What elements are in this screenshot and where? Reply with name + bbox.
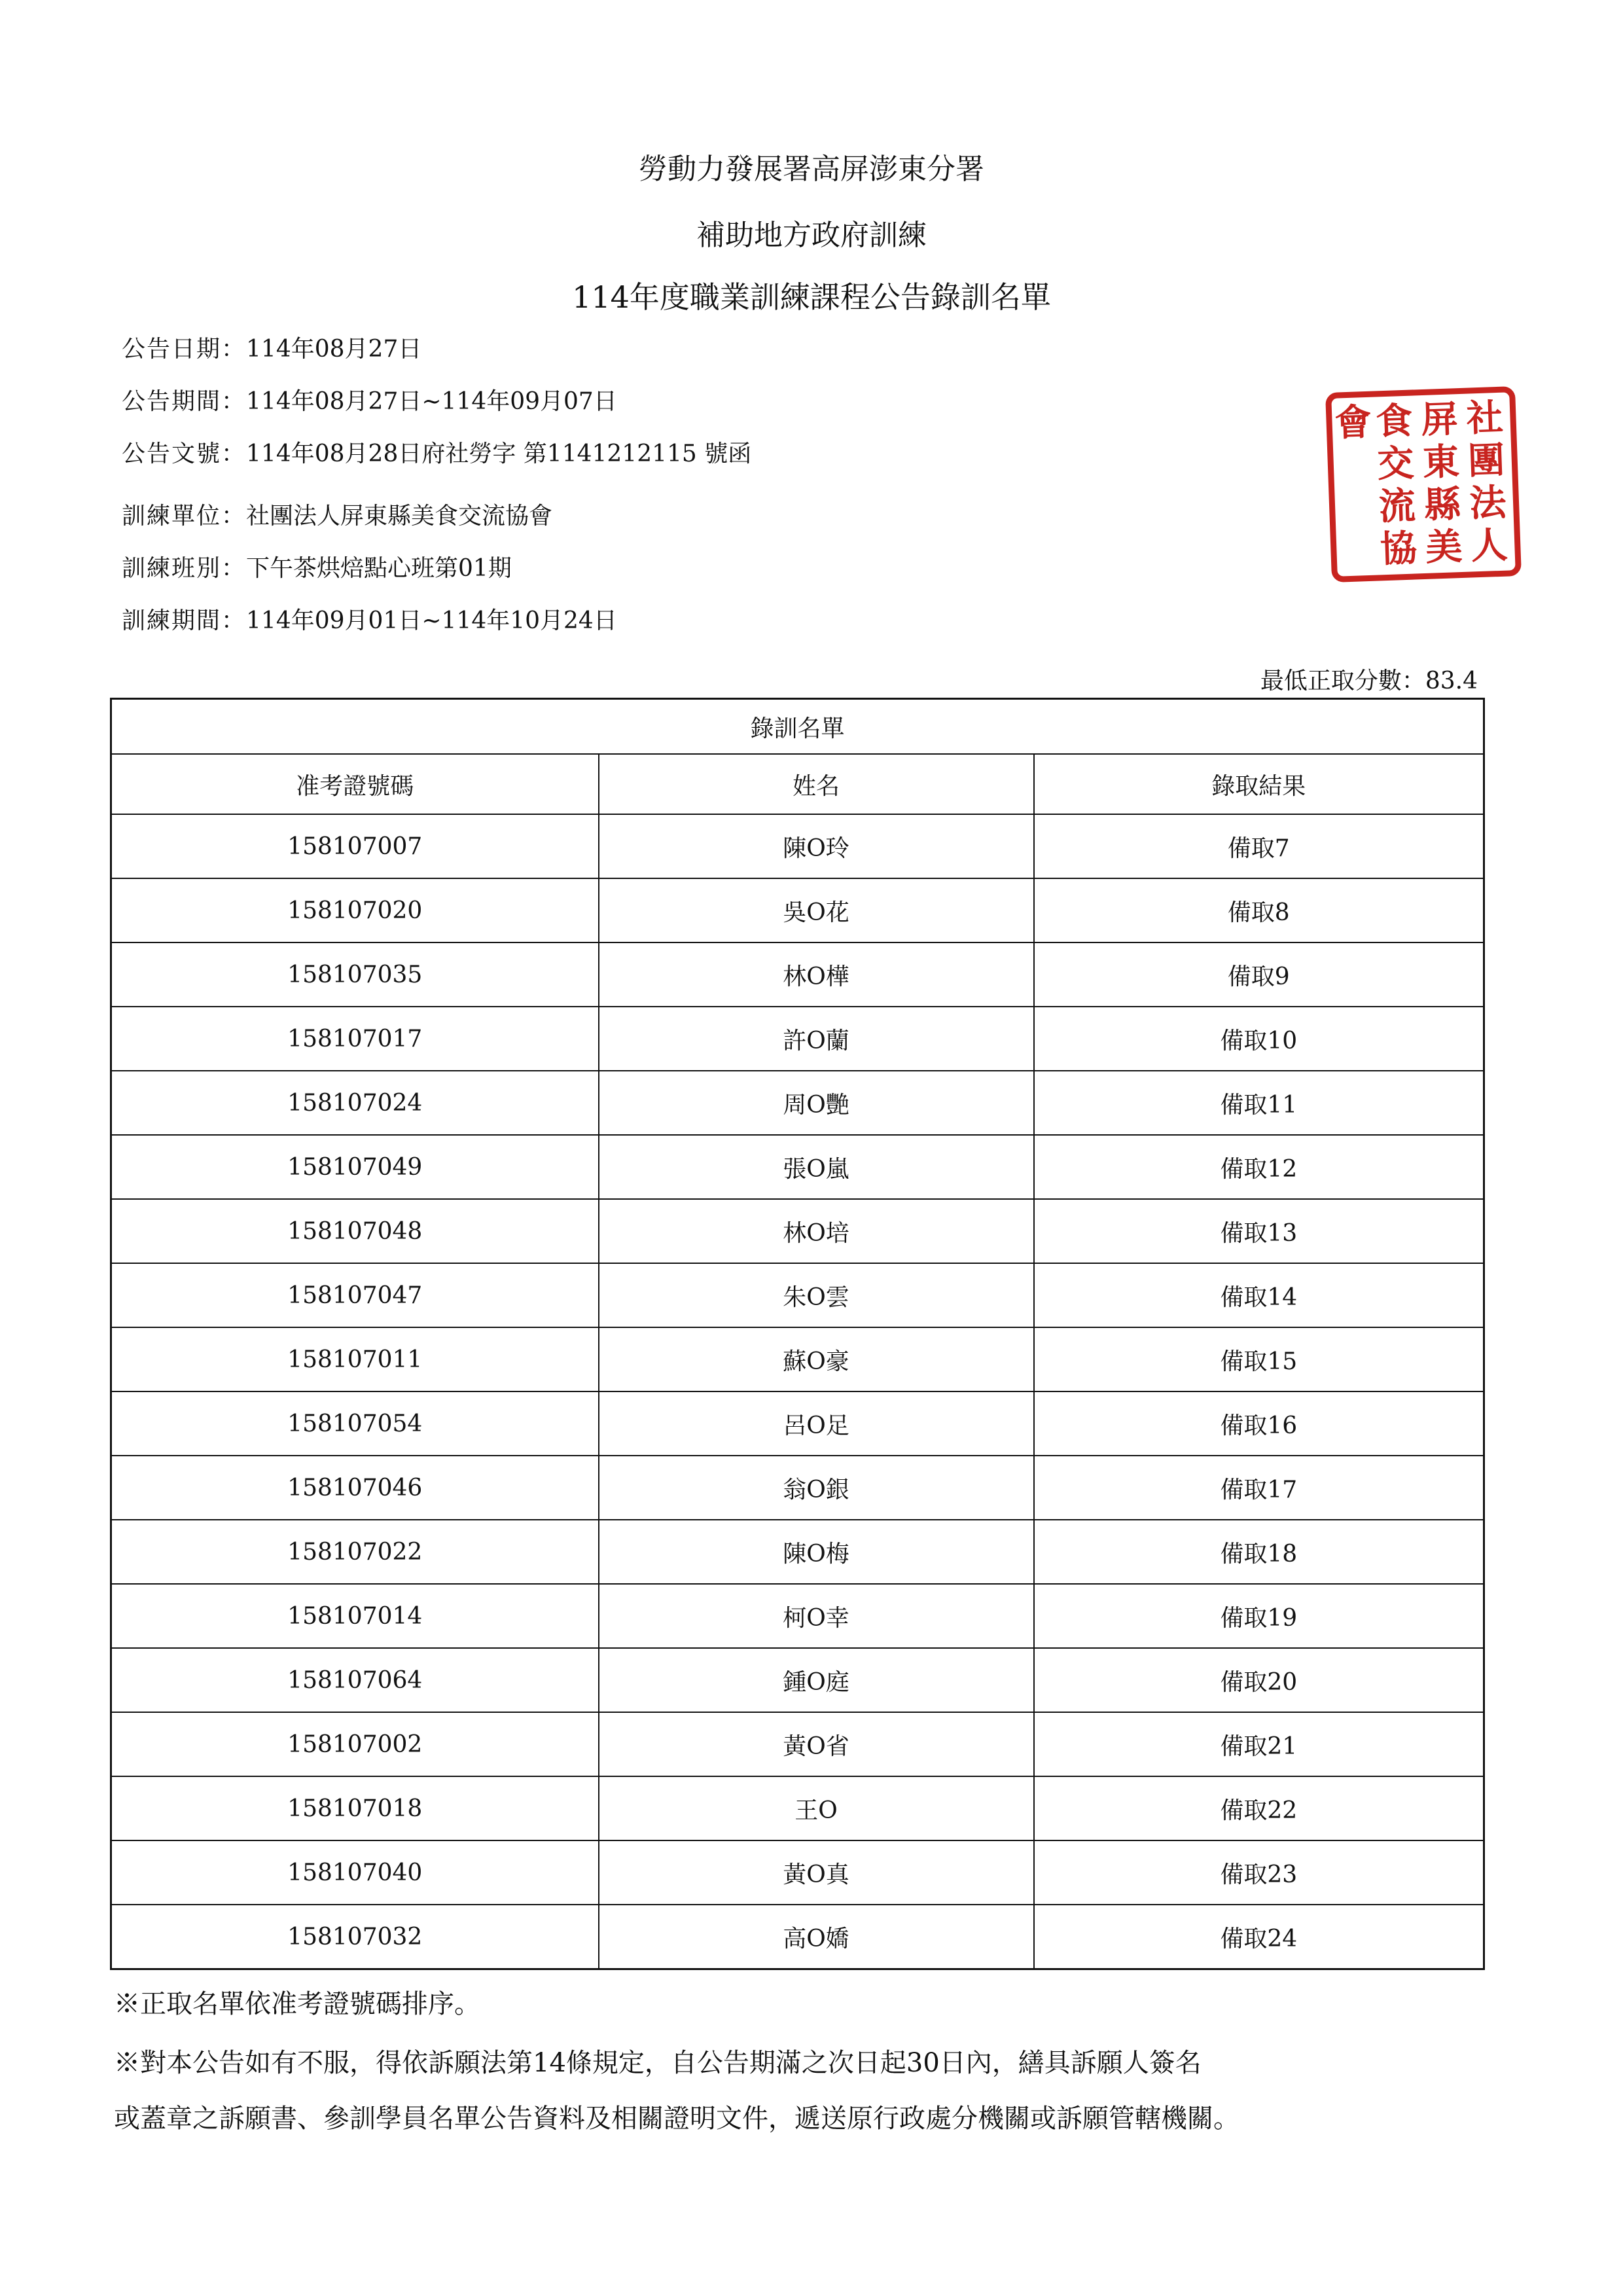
seal-character: 美 [1425, 525, 1463, 569]
table-row [111, 1584, 1484, 1648]
name-cell: 許O蘭 [599, 1007, 1034, 1071]
seal-character: 團 [1467, 438, 1506, 483]
info-value: 社團法人屏東縣美食交流協會 [246, 503, 553, 529]
exam-number-cell: 158107047 [111, 1263, 599, 1327]
name-cell: 呂O足 [599, 1391, 1034, 1456]
info-value: 114年09月01日~114年10月24日 [246, 607, 617, 634]
result-cell: 備取22 [1034, 1776, 1484, 1840]
document-number [122, 435, 751, 469]
name-cell: 柯O幸 [599, 1584, 1034, 1648]
announce-period [122, 383, 617, 416]
exam-number-cell: 158107040 [111, 1840, 599, 1905]
exam-number-cell: 158107018 [111, 1776, 599, 1840]
name-cell: 林O樺 [599, 942, 1034, 1007]
admission-table [110, 698, 1485, 1970]
name-cell: 陳O梅 [599, 1520, 1034, 1584]
seal-character: 交 [1376, 441, 1415, 486]
exam-number-cell: 158107064 [111, 1648, 599, 1712]
result-cell: 備取23 [1034, 1840, 1484, 1905]
result-cell: 備取8 [1034, 878, 1484, 942]
seal-character: 社 [1465, 395, 1504, 440]
exam-number-cell: 158107011 [111, 1327, 599, 1391]
exam-number-cell: 158107032 [111, 1905, 599, 1969]
info-value: 下午茶烘焙點心班第01期 [246, 555, 512, 582]
table-row [111, 1905, 1484, 1969]
appeal-note-line-2: 或蓋章之訴願書、參訓學員名單公告資料及相關證明文件，遞送原行政處分機關或訴願管轄機關。 [114, 2104, 1240, 2134]
training-unit [122, 497, 552, 531]
info-value: 114年08月27日~114年09月07日 [246, 388, 617, 415]
seal-character: 食 [1375, 399, 1414, 444]
info-label: 訓練班別： [122, 555, 247, 582]
exam-number-cell: 158107035 [111, 942, 599, 1007]
name-cell: 陳O玲 [599, 814, 1034, 878]
table-row [111, 1199, 1484, 1263]
result-cell: 備取20 [1034, 1648, 1484, 1712]
appeal-note-line-1: ※對本公告如有不服，得依訴願法第14條規定，自公告期滿之次日起30日內，繕具訴願人簽名 [114, 2048, 1202, 2078]
name-cell: 翁O銀 [599, 1456, 1034, 1520]
announce-date [122, 331, 421, 364]
seal-character: 縣 [1423, 482, 1462, 527]
seal-character: 人 [1470, 523, 1508, 568]
table-caption: 錄訓名單 [111, 699, 1484, 755]
info-value: 114年08月28日府社勞字 第1141212115 號函 [246, 440, 752, 467]
seal-character: 會 [1334, 400, 1372, 445]
column-header-exam-number: 准考證號碼 [111, 754, 599, 814]
result-cell: 備取12 [1034, 1135, 1484, 1199]
result-cell: 備取18 [1034, 1520, 1484, 1584]
info-label: 公告日期： [122, 336, 247, 363]
table-row [111, 1071, 1484, 1135]
name-cell: 朱O雲 [599, 1263, 1034, 1327]
result-cell: 備取10 [1034, 1007, 1484, 1071]
training-period [122, 602, 617, 636]
table-row [111, 1263, 1484, 1327]
table-row [111, 1520, 1484, 1584]
exam-number-cell: 158107017 [111, 1007, 599, 1071]
column-header-name: 姓名 [599, 754, 1034, 814]
result-cell: 備取16 [1034, 1391, 1484, 1456]
organization-seal-stamp [1325, 386, 1522, 583]
table-row [111, 1327, 1484, 1391]
exam-number-cell: 158107049 [111, 1135, 599, 1199]
table-row [111, 1712, 1484, 1776]
name-cell: 鍾O庭 [599, 1648, 1034, 1712]
info-label: 公告期間： [122, 388, 247, 415]
name-cell: 蘇O豪 [599, 1327, 1034, 1391]
seal-character: 法 [1469, 480, 1507, 526]
result-cell: 備取11 [1034, 1071, 1484, 1135]
result-cell: 備取19 [1034, 1584, 1484, 1648]
table-row [111, 1648, 1484, 1712]
exam-number-cell: 158107048 [111, 1199, 599, 1263]
exam-number-cell: 158107054 [111, 1391, 599, 1456]
result-cell: 備取9 [1034, 942, 1484, 1007]
table-row [111, 878, 1484, 942]
table-row [111, 1776, 1484, 1840]
name-cell: 黃O省 [599, 1712, 1034, 1776]
table-row [111, 1135, 1484, 1199]
table-row [111, 942, 1484, 1007]
info-label: 訓練期間： [122, 607, 247, 634]
table-row [111, 1007, 1484, 1071]
table-row [111, 814, 1484, 878]
exam-number-cell: 158107002 [111, 1712, 599, 1776]
training-class [122, 550, 512, 583]
result-cell: 備取7 [1034, 814, 1484, 878]
exam-number-cell: 158107022 [111, 1520, 599, 1584]
info-label: 訓練單位： [122, 503, 247, 529]
name-cell: 周O艷 [599, 1071, 1034, 1135]
agency-title: 勞動力發展署高屏澎東分署 [639, 152, 984, 186]
seal-character: 協 [1379, 526, 1418, 571]
exam-number-cell: 158107007 [111, 814, 599, 878]
exam-number-cell: 158107020 [111, 878, 599, 942]
name-cell: 張O嵐 [599, 1135, 1034, 1199]
info-label: 公告文號： [122, 440, 247, 467]
seal-character: 屏 [1420, 397, 1459, 442]
name-cell: 林O培 [599, 1199, 1034, 1263]
column-header-result: 錄取結果 [1034, 754, 1484, 814]
minimum-score: 最低正取分數：83.4 [1260, 668, 1478, 694]
result-cell: 備取14 [1034, 1263, 1484, 1327]
result-cell: 備取24 [1034, 1905, 1484, 1969]
result-cell: 備取13 [1034, 1199, 1484, 1263]
exam-number-cell: 158107014 [111, 1584, 599, 1648]
result-cell: 備取15 [1034, 1327, 1484, 1391]
result-cell: 備取21 [1034, 1712, 1484, 1776]
seal-character: 東 [1421, 440, 1460, 484]
result-cell: 備取17 [1034, 1456, 1484, 1520]
exam-number-cell: 158107046 [111, 1456, 599, 1520]
table-body [111, 814, 1484, 1969]
table-row [111, 1391, 1484, 1456]
sort-note: ※正取名單依准考證號碼排序。 [114, 1989, 480, 2019]
name-cell: 黃O真 [599, 1840, 1034, 1905]
seal-character: 流 [1378, 484, 1416, 529]
name-cell: 高O嬌 [599, 1905, 1034, 1969]
table-row [111, 1456, 1484, 1520]
program-title: 補助地方政府訓練 [696, 219, 927, 252]
exam-number-cell: 158107024 [111, 1071, 599, 1135]
info-value: 114年08月27日 [246, 336, 422, 363]
table-row [111, 1840, 1484, 1905]
name-cell: 吳O花 [599, 878, 1034, 942]
name-cell: 王O [599, 1776, 1034, 1840]
list-title: 114年度職業訓練課程公告錄訓名單 [572, 279, 1051, 315]
